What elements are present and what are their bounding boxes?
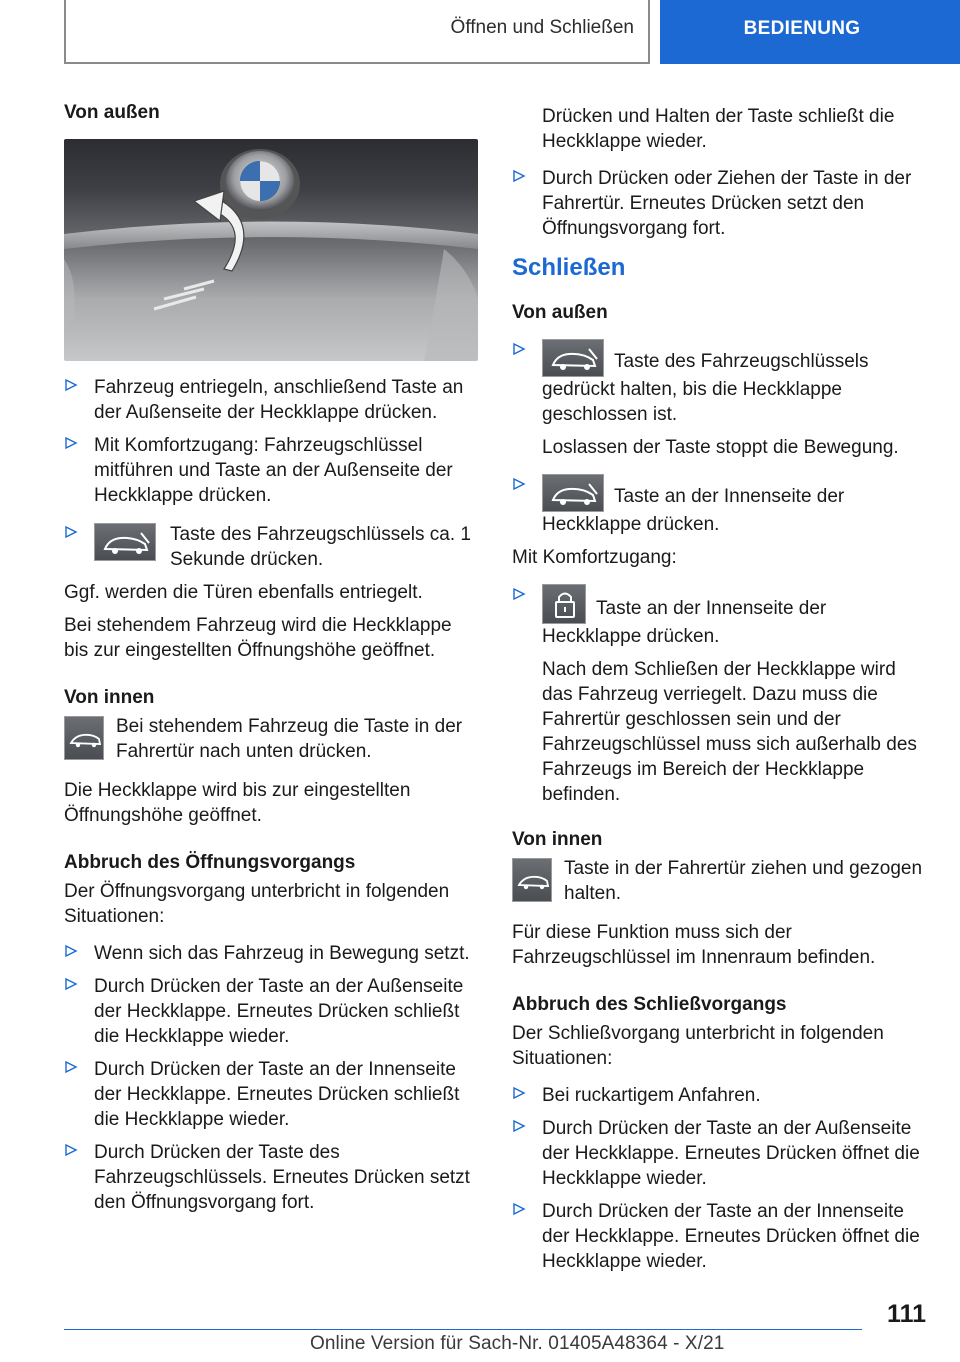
header-chapter-tab[interactable] — [660, 0, 960, 64]
list-item: Fahrzeug entriegeln, anschließend Taste an der Außenseite der Heckklappe drücken. — [64, 375, 478, 425]
paragraph: Ggf. werden die Türen ebenfalls entriegelt. — [64, 582, 423, 603]
triangle-right-icon — [64, 525, 78, 539]
list-item: Durch Drücken der Taste des Fahrzeugschlüssels. Erneutes Drücken setzt den Öffnungsvorgang fort. — [64, 1140, 478, 1215]
heading-von-aussen: Von außen — [64, 102, 160, 123]
open-outside-list — [64, 375, 478, 572]
list-item: Wenn sich das Fahrzeug in Bewegung setzt. — [64, 941, 478, 966]
heading-von-innen: Von innen — [512, 829, 603, 850]
list-item: Durch Drücken oder Ziehen der Taste in der Fahrertür. Erneutes Drücken setzt den Öffnungsvorgang fort. — [512, 166, 930, 241]
inside-button-row: Bei stehendem Fahrzeug die Taste in der Fahrertür nach unten drücken. — [64, 714, 478, 764]
comfort-close-list — [512, 584, 930, 807]
heading-von-innen: Von innen — [64, 687, 155, 708]
tailgate-car-icon — [64, 716, 104, 760]
paragraph: Für diese Funktion muss sich der Fahrzeugschlüssel im Innenraum befinden. — [512, 922, 876, 968]
triangle-right-icon — [64, 378, 78, 392]
triangle-right-icon — [64, 1143, 78, 1157]
list-item: Durch Drücken der Taste an der Außenseite der Heckklappe. Erneutes Drücken schließt die Heckklappe wieder. — [64, 974, 478, 1049]
page-number: 111 — [887, 1300, 926, 1328]
abort-opening-list — [64, 941, 478, 1215]
paragraph: Der Schließvorgang unterbricht in folgenden Situationen: — [512, 1023, 884, 1069]
header-section-title — [64, 0, 650, 64]
triangle-right-icon — [512, 587, 526, 601]
heading-von-aussen: Von außen — [512, 302, 608, 323]
tailgate-button-photo — [64, 139, 478, 361]
heading-abort-closing: Abbruch des Schließvorgangs — [512, 994, 787, 1015]
right-column — [512, 100, 930, 1282]
continued-text: Drücken und Halten der Taste schließt die Heckklappe wieder. — [542, 106, 895, 152]
paragraph: Der Öffnungsvorgang unterbricht in folgenden Situationen: — [64, 881, 450, 927]
list-item: Durch Drücken der Taste an der Innenseite der Heckklappe. Erneutes Drücken öffnet die Heckklappe wieder. — [512, 1199, 930, 1274]
heading-abort-opening: Abbruch des Öffnungsvorgangs — [64, 852, 356, 873]
paragraph: Die Heckklappe wird bis zur eingestellten Öffnungshöhe geöffnet. — [64, 780, 411, 826]
tailgate-car-icon — [94, 523, 156, 561]
list-item: Taste des Fahrzeugschlüssels gedrückt halten, bis die Heckklappe geschlossen ist. Loslassen der Taste stoppt die Bewegung. — [512, 339, 930, 460]
photo-illustration — [64, 139, 478, 361]
triangle-right-icon — [512, 1202, 526, 1216]
list-item: Durch Drücken der Taste an der Innenseite der Heckklappe. Erneutes Drücken schließt die Heckklappe wieder. — [64, 1057, 478, 1132]
list-item: Taste an der Innenseite der Heckklappe drücken. Nach dem Schließen der Heckklappe wird das Fahrzeug verriegelt. Dazu muss die Fahrertür geschlossen sein und der Fahrzeugschlüssel muss sich außerhalb des Fahrzeugs im Bereich der Heckklappe befinden. — [512, 584, 930, 807]
triangle-right-icon — [64, 977, 78, 991]
continued-list — [512, 166, 930, 241]
tailgate-car-icon — [542, 339, 604, 377]
list-item: Mit Komfortzugang: Fahrzeugschlüssel mitführen und Taste an der Außenseite der Heckklappe drücken. — [64, 433, 478, 508]
triangle-right-icon — [64, 944, 78, 958]
triangle-right-icon — [512, 342, 526, 356]
triangle-right-icon — [512, 1086, 526, 1100]
list-item: Bei ruckartigem Anfahren. — [512, 1083, 930, 1108]
footer-version-text: Online Version für Sach-Nr. 01405A48364 - X/21 — [310, 1333, 725, 1354]
triangle-right-icon — [64, 1060, 78, 1074]
tailgate-car-icon — [542, 474, 604, 512]
footer-divider — [64, 1329, 862, 1330]
inside-close-row: Taste in der Fahrertür ziehen und gezogen halten. — [512, 856, 930, 906]
abort-closing-list — [512, 1083, 930, 1274]
section-heading-close: Schließen — [512, 254, 626, 281]
left-column — [64, 100, 478, 1223]
comfort-label: Mit Komfortzugang: — [512, 547, 677, 568]
list-item: Durch Drücken der Taste an der Außenseite der Heckklappe. Erneutes Drücken öffnet die Heckklappe wieder. — [512, 1116, 930, 1191]
tailgate-car-icon — [512, 858, 552, 902]
triangle-right-icon — [64, 436, 78, 450]
section-title: Öffnen und Schließen — [450, 17, 634, 38]
close-outside-list — [512, 339, 930, 537]
triangle-right-icon — [512, 1119, 526, 1133]
chapter-label: BEDIENUNG — [743, 18, 861, 39]
list-item-key-button — [64, 522, 478, 572]
triangle-right-icon — [512, 169, 526, 183]
list-item: Taste an der Innenseite der Heckklappe drücken. — [512, 474, 930, 537]
paragraph: Bei stehendem Fahrzeug wird die Heckklappe bis zur eingestellten Öffnungshöhe geöffnet. — [64, 615, 452, 661]
key-button-row: Taste des Fahrzeugschlüssels ca. 1 Sekunde drücken. — [94, 522, 478, 572]
lock-icon — [542, 584, 586, 624]
triangle-right-icon — [512, 477, 526, 491]
